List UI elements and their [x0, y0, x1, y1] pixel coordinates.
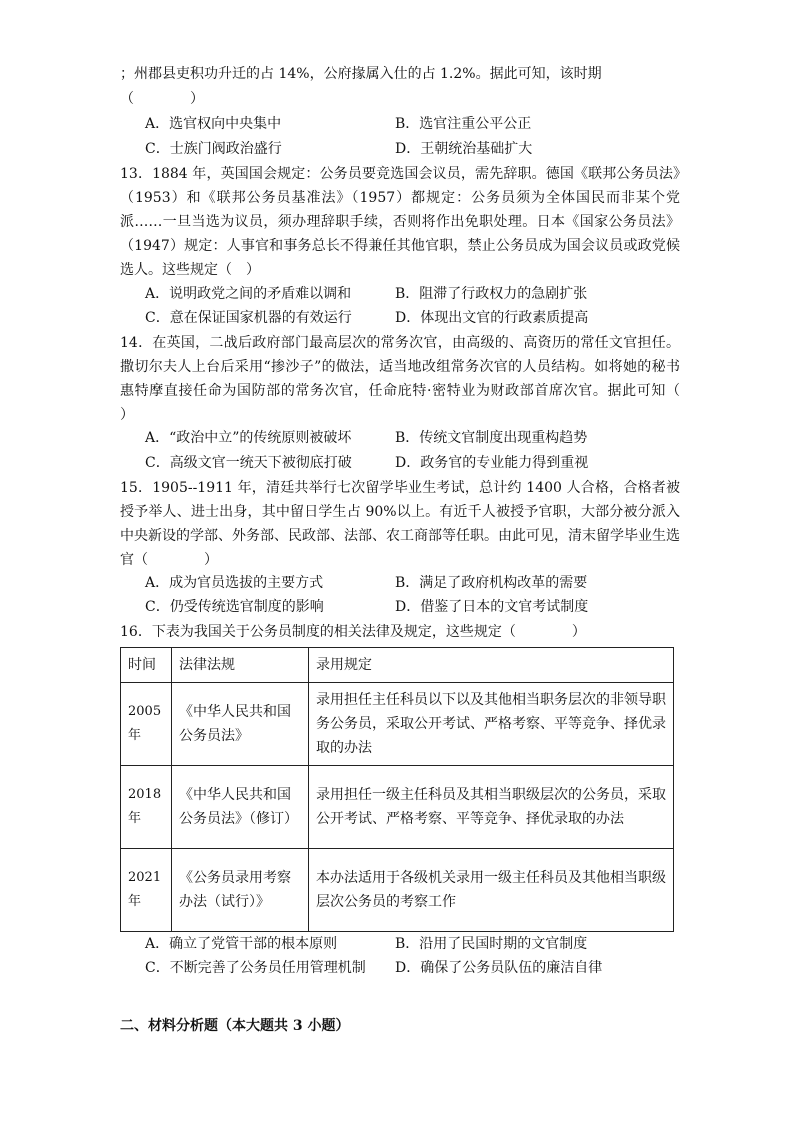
- q14-option-a: A．“政治中立”的传统原则被破坏: [145, 430, 352, 446]
- row-rule: 录用担任一级主任科员及其相当职级层次的公务员，采取公开考试、严格考察、平等竞争、择优录取的办法: [309, 766, 674, 849]
- row-year: 2018 年: [121, 766, 172, 849]
- q14-option-d: D．政务官的专业能力得到重视: [395, 455, 589, 471]
- header-time: 时间: [121, 648, 172, 683]
- header-rule: 录用规定: [309, 648, 674, 683]
- q15-stem: 15．1905--1911 年，清廷共举行七次留学毕业生考试，总计约 1400 人合格，合格者被授予举人、进士出身，其中留日学生占 90%以上。有近千人被授予官职，大部分被分派入中央新设的学部、外务部、民政部、法部、农工商部等任职。由此可见，清末留学毕业生选官（ ）: [120, 480, 680, 568]
- table-row: [121, 766, 674, 849]
- q16-option-a: A．确立了党管干部的根本原则: [145, 936, 338, 952]
- q13-option-c: C．意在保证国家机器的有效运行: [145, 310, 352, 326]
- q16-option-c: C．不断完善了公务员任用管理机制: [145, 960, 366, 976]
- row-rule: 本办法适用于各级机关录用一级主任科员及其他相当职级层次公务员的考察工作: [309, 849, 674, 932]
- q16-stem: 16．下表为我国关于公务员制度的相关法律及规定，这些规定（ ）: [120, 624, 586, 640]
- q15-option-c: C．仍受传统选官制度的影响: [145, 599, 324, 615]
- table-row: [121, 683, 674, 766]
- section-title: 二、材料分析题（本大题共 3 小题）: [120, 1018, 350, 1034]
- lead-answer-paren: （ ）: [120, 91, 204, 107]
- q12-option-d: D．王朝统治基础扩大: [395, 141, 533, 157]
- q15-option-a: A．成为官员选拔的主要方式: [145, 575, 324, 591]
- q14-option-c: C．高级文官一统天下被彻底打破: [145, 455, 352, 471]
- q15-option-d: D．借鉴了日本的文官考试制度: [395, 599, 589, 615]
- row-year: 2021 年: [121, 849, 172, 932]
- q13-stem: 13．1884 年，英国国会规定：公务员要竞选国会议员，需先辞职。德国《联邦公务员法》（1953）和《联邦公务员基准法》（1957）都规定：公务员须为全体国民而非某个党派……一旦当选为议员，须办理辞职手续，否则将作出免职处理。日本《国家公务员法》（1947）规定：人事官和事务总长不得兼任其他官职，禁止公务员成为国会议员或政党候选人。这些规定（ ）: [120, 166, 680, 278]
- q14-option-b: B．传统文官制度出现重构趋势: [395, 430, 588, 446]
- q12-option-b: B．选官注重公平公正: [395, 116, 532, 132]
- q16-option-b: B．沿用了民国时期的文官制度: [395, 936, 588, 952]
- lead-line: ；州郡县吏积功升迁的占 14%，公府掾属入仕的占 1.2%。据此可知，该时期: [120, 66, 602, 82]
- q13-option-b: B．阻滞了行政权力的急剧扩张: [395, 286, 588, 302]
- q13-option-a: A．说明政党之间的矛盾难以调和: [145, 286, 352, 302]
- law-table-header-row: [121, 648, 674, 683]
- q12-option-c: C．士族门阀政治盛行: [145, 141, 282, 157]
- row-year: 2005 年: [121, 683, 172, 766]
- table-row: [121, 849, 674, 932]
- q14-stem: 14．在英国，二战后政府部门最高层次的常务次官，由高级的、高资历的常任文官担任。撒切尔夫人上台后采用“掺沙子”的做法，适当地改组常务次官的人员结构。如将她的秘书惠特摩直接任命为国防部的常务次官，任命庇特·密特业为财政部首席次官。据此可知（ ）: [120, 335, 736, 423]
- header-law: 法律法规: [172, 648, 309, 683]
- q13-option-d: D．体现出文官的行政素质提高: [395, 310, 589, 326]
- law-table: [120, 647, 674, 932]
- row-rule: 录用担任主任科员以下以及其他相当职务层次的非领导职务公务员，采取公开考试、严格考察、平等竞争、择优录取的办法: [309, 683, 674, 766]
- q15-option-b: B．满足了政府机构改革的需要: [395, 575, 588, 591]
- row-law: 《中华人民共和国公务员法》（修订）: [172, 766, 309, 849]
- q12-option-a: A．选官权向中央集中: [145, 116, 282, 132]
- q16-option-d: D．确保了公务员队伍的廉洁自律: [395, 960, 603, 976]
- row-law: 《中华人民共和国公务员法》: [172, 683, 309, 766]
- row-law: 《公务员录用考察办法（试行）》: [172, 849, 309, 932]
